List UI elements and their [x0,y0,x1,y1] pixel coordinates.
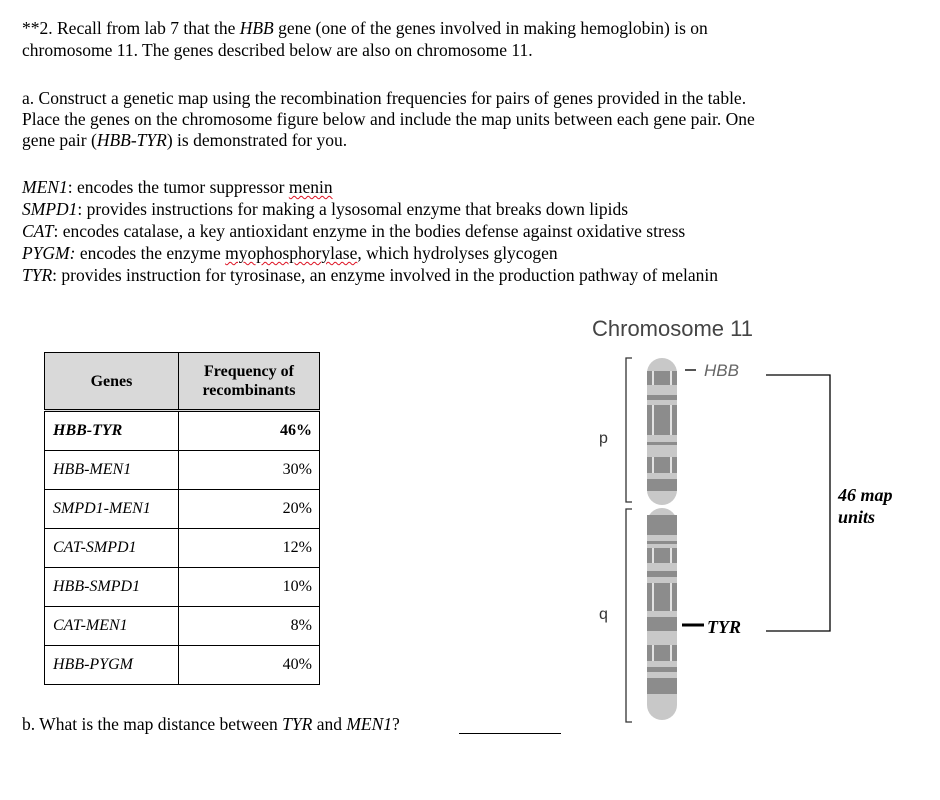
map-distance-bracket [766,375,830,631]
q-arm-label: q [599,606,608,623]
q-arm-bracket [626,509,632,722]
gene-pair-cell: SMPD1-MEN1 [45,490,179,529]
frequency-cell: 12% [179,529,320,568]
gene-desc-smpd1: SMPD1: provides instructions for making a lysosomal enzyme that breaks down lipids [22,199,629,219]
gene-pair-cell: CAT-SMPD1 [45,529,179,568]
frequency-cell: 20% [179,490,320,529]
part-b-question: b. What is the map distance between TYR and MEN1? [22,714,400,734]
part-a-line-2: Place the genes on the chromosome figure below and include the map units between each gene pair. One [22,109,755,129]
answer-blank[interactable] [459,733,561,734]
gene-pair-cell: HBB-TYR [45,411,179,451]
table-row [45,490,320,529]
gene-pair-cell: HBB-SMPD1 [45,568,179,607]
table-row [45,411,320,451]
tyr-label: TYR [707,617,741,637]
gene-pair-cell: HBB-PYGM [45,646,179,685]
hbb-label: HBB [704,361,739,380]
table-header-row [45,353,320,411]
frequency-cell: 40% [179,646,320,685]
p-arm-bracket [626,358,632,502]
gene-desc-pygm: PYGM: encodes the enzyme myophosphorylase, which hydrolyses glycogen [22,243,558,263]
gene-desc-tyr: TYR: provides instruction for tyrosinase, an enzyme involved in the production pathway of melanin [22,265,718,285]
table-row [45,451,320,490]
header-genes: Genes [45,353,179,411]
table-row [45,646,320,685]
chromosome-title: Chromosome 11 [592,316,753,341]
part-a-line-3: gene pair (HBB-TYR) is demonstrated for you. [22,130,348,150]
gene-pair-cell: CAT-MEN1 [45,607,179,646]
header-frequency: Frequency of recombinants [179,353,320,411]
frequency-cell: 30% [179,451,320,490]
table-row [45,568,320,607]
table-row [45,607,320,646]
map-units-label: 46 map units [838,485,893,527]
frequency-cell: 8% [179,607,320,646]
part-a-line-1: a. Construct a genetic map using the recombination frequencies for pairs of genes provided in the table. [22,88,747,108]
question-line-2: chromosome 11. The genes described below are also on chromosome 11. [22,40,533,60]
chromosome-q-arm [647,508,677,720]
frequency-cell: 46% [179,411,320,451]
recombination-table [44,352,320,685]
frequency-cell: 10% [179,568,320,607]
chromosome-p-arm [647,358,677,505]
question-line-1: **2. Recall from lab 7 that the HBB gene (one of the genes involved in making hemoglobin) is on [22,18,708,38]
gene-pair-cell: HBB-MEN1 [45,451,179,490]
gene-desc-cat: CAT: encodes catalase, a key antioxidant enzyme in the bodies defense against oxidative stress [22,221,686,241]
chromosome-figure [580,345,920,730]
table-row [45,529,320,568]
gene-desc-men1: MEN1: encodes the tumor suppressor menin [22,177,333,197]
p-arm-label: p [599,430,608,447]
